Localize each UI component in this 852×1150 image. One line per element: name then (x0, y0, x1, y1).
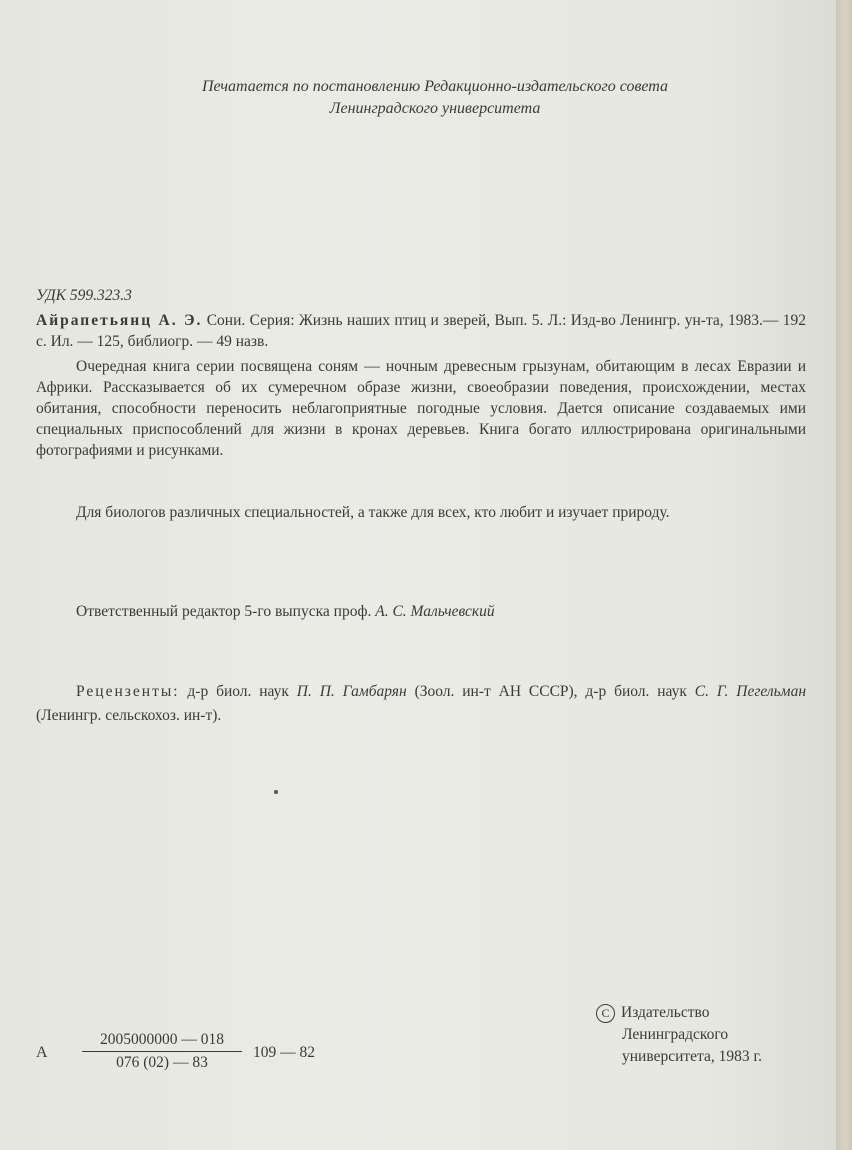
reviewer2-affiliation: (Ленингр. сельскохоз. ин-т). (36, 707, 222, 724)
publisher-line2: Ленинградского (622, 1026, 729, 1043)
reviewer1-affiliation: (Зоол. ин-т АН СССР), д-р биол. наук (414, 683, 687, 700)
catalog-numerator: 2005000000 — 018 (82, 1031, 242, 1052)
reviewers-label: Рецензенты: (76, 683, 180, 700)
catalog-denominator: 076 (02) — 83 (116, 1054, 208, 1071)
bibliographic-details: Сони. Серия: Жизнь наших птиц и зверей, Вып. 5. Л.: Изд-во Ленингр. ун-та, 1983.— 192 с. Ил. — 125, библиогр. — 49 назв. (36, 312, 807, 350)
publisher-line3: университета, 1983 г. (622, 1048, 762, 1065)
catalog-tail: 109 — 82 (253, 1044, 315, 1061)
annotation-paragraph-1: Очередная книга серии посвящена соням — ночным древесным грызунам, обитающим в лесах Евразии и Африки. Рассказывается об их сумеречном образе жизни, своеобразии поведения, происхождении, местах обитания, способности переносить неблагоприятные погодные условия. Дается описание создаваемых ими специальных приспособлений для жизни в кронах деревьев. Книга богато иллюстрирована оригинальными фотографиями и рисунками. (36, 358, 806, 459)
catalog-letter: А (36, 1044, 48, 1061)
catalog-fraction (82, 1031, 242, 1072)
bibliographic-record (36, 310, 806, 352)
author-name: Айрапетьянц А. Э. (36, 312, 203, 329)
imprint-header (140, 76, 730, 120)
udk-code: УДК 599.323.3 (36, 287, 132, 304)
annotation-paragraph-2: Для биологов различных специальностей, а также для всех, кто любит и изучает природу. (76, 504, 670, 521)
print-speck (274, 790, 278, 794)
imprint-header-line1: Печатается по постановлению Редакционно-издательского совета (201, 78, 669, 95)
reviewer2-name: С. Г. Пегельман (694, 683, 807, 700)
imprint-header-line2: Ленинградского университета (329, 100, 541, 117)
page-edge (836, 0, 852, 1150)
responsible-editor (76, 603, 495, 621)
copyright-icon: C (596, 1004, 615, 1023)
publisher-line1: Издательство (621, 1004, 710, 1021)
reviewer1-degree: д-р биол. наук (187, 683, 289, 700)
publisher-copyright (596, 1002, 762, 1068)
reviewer1-name: П. П. Гамбарян (296, 683, 407, 700)
editor-name: А. С. Мальчевский (375, 603, 495, 620)
editor-label: Ответственный редактор 5-го выпуска проф. (76, 603, 372, 620)
reviewers (36, 680, 806, 728)
